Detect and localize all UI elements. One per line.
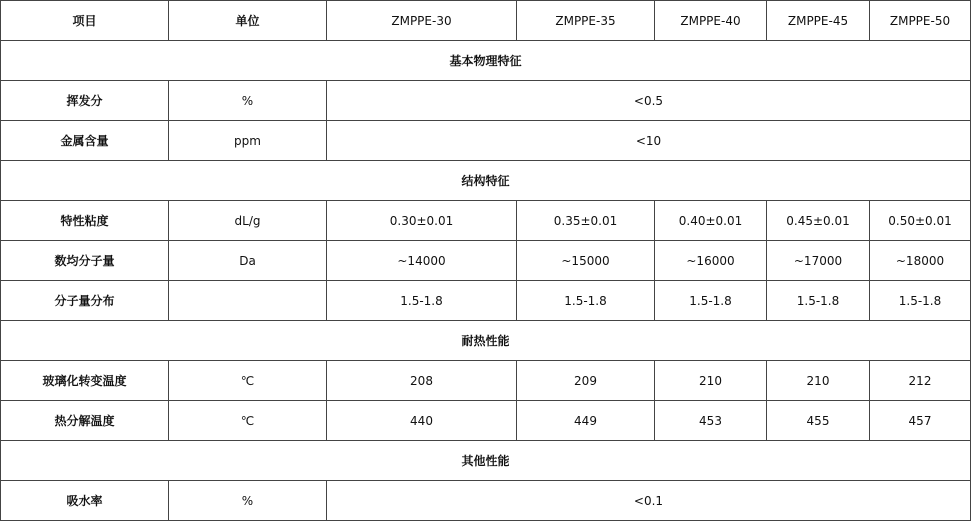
header-unit: 单位 — [169, 1, 327, 41]
row-viscosity-name: 特性粘度 — [1, 201, 169, 241]
row-metal-name: 金属含量 — [1, 121, 169, 161]
row-volatile — [1, 81, 971, 121]
row-tg-name: 玻璃化转变温度 — [1, 361, 169, 401]
row-viscosity-unit: dL/g — [169, 201, 327, 241]
row-volatile-unit: % — [169, 81, 327, 121]
header-grade-40: ZMPPE-40 — [655, 1, 767, 41]
row-volatile-value: <0.5 — [327, 81, 971, 121]
row-viscosity-value: 0.45±0.01 — [767, 201, 870, 241]
row-viscosity-value: 0.35±0.01 — [517, 201, 655, 241]
section-other-row — [1, 441, 971, 481]
row-td-value: 457 — [870, 401, 971, 441]
row-pdi-value: 1.5-1.8 — [870, 281, 971, 321]
row-metal — [1, 121, 971, 161]
row-pdi-name: 分子量分布 — [1, 281, 169, 321]
section-heat: 耐热性能 — [1, 321, 971, 361]
section-structure: 结构特征 — [1, 161, 971, 201]
row-water-name: 吸水率 — [1, 481, 169, 521]
row-metal-unit: ppm — [169, 121, 327, 161]
row-pdi-value: 1.5-1.8 — [767, 281, 870, 321]
row-tg-value: 210 — [767, 361, 870, 401]
row-viscosity-value: 0.50±0.01 — [870, 201, 971, 241]
row-mn-unit: Da — [169, 241, 327, 281]
row-mn-name: 数均分子量 — [1, 241, 169, 281]
row-td-value: 449 — [517, 401, 655, 441]
row-mn-value: ~14000 — [327, 241, 517, 281]
row-td — [1, 401, 971, 441]
header-grade-50: ZMPPE-50 — [870, 1, 971, 41]
header-grade-45: ZMPPE-45 — [767, 1, 870, 41]
row-mn-value: ~16000 — [655, 241, 767, 281]
row-viscosity-value: 0.40±0.01 — [655, 201, 767, 241]
header-grade-35: ZMPPE-35 — [517, 1, 655, 41]
row-tg-value: 208 — [327, 361, 517, 401]
row-pdi — [1, 281, 971, 321]
row-td-value: 453 — [655, 401, 767, 441]
row-viscosity — [1, 201, 971, 241]
section-other: 其他性能 — [1, 441, 971, 481]
row-viscosity-value: 0.30±0.01 — [327, 201, 517, 241]
row-td-name: 热分解温度 — [1, 401, 169, 441]
row-td-value: 455 — [767, 401, 870, 441]
row-volatile-name: 挥发分 — [1, 81, 169, 121]
header-row — [1, 1, 971, 41]
row-td-unit: ℃ — [169, 401, 327, 441]
row-water — [1, 481, 971, 521]
section-basic-row — [1, 41, 971, 81]
row-td-value: 440 — [327, 401, 517, 441]
row-pdi-value: 1.5-1.8 — [655, 281, 767, 321]
row-mn — [1, 241, 971, 281]
row-mn-value: ~15000 — [517, 241, 655, 281]
row-tg — [1, 361, 971, 401]
row-pdi-unit — [169, 281, 327, 321]
row-tg-unit: ℃ — [169, 361, 327, 401]
section-basic: 基本物理特征 — [1, 41, 971, 81]
row-tg-value: 212 — [870, 361, 971, 401]
row-water-unit: % — [169, 481, 327, 521]
header-grade-30: ZMPPE-30 — [327, 1, 517, 41]
section-structure-row — [1, 161, 971, 201]
row-tg-value: 210 — [655, 361, 767, 401]
header-item: 项目 — [1, 1, 169, 41]
row-mn-value: ~17000 — [767, 241, 870, 281]
row-pdi-value: 1.5-1.8 — [517, 281, 655, 321]
row-tg-value: 209 — [517, 361, 655, 401]
row-mn-value: ~18000 — [870, 241, 971, 281]
section-heat-row — [1, 321, 971, 361]
row-pdi-value: 1.5-1.8 — [327, 281, 517, 321]
row-water-value: <0.1 — [327, 481, 971, 521]
row-metal-value: <10 — [327, 121, 971, 161]
